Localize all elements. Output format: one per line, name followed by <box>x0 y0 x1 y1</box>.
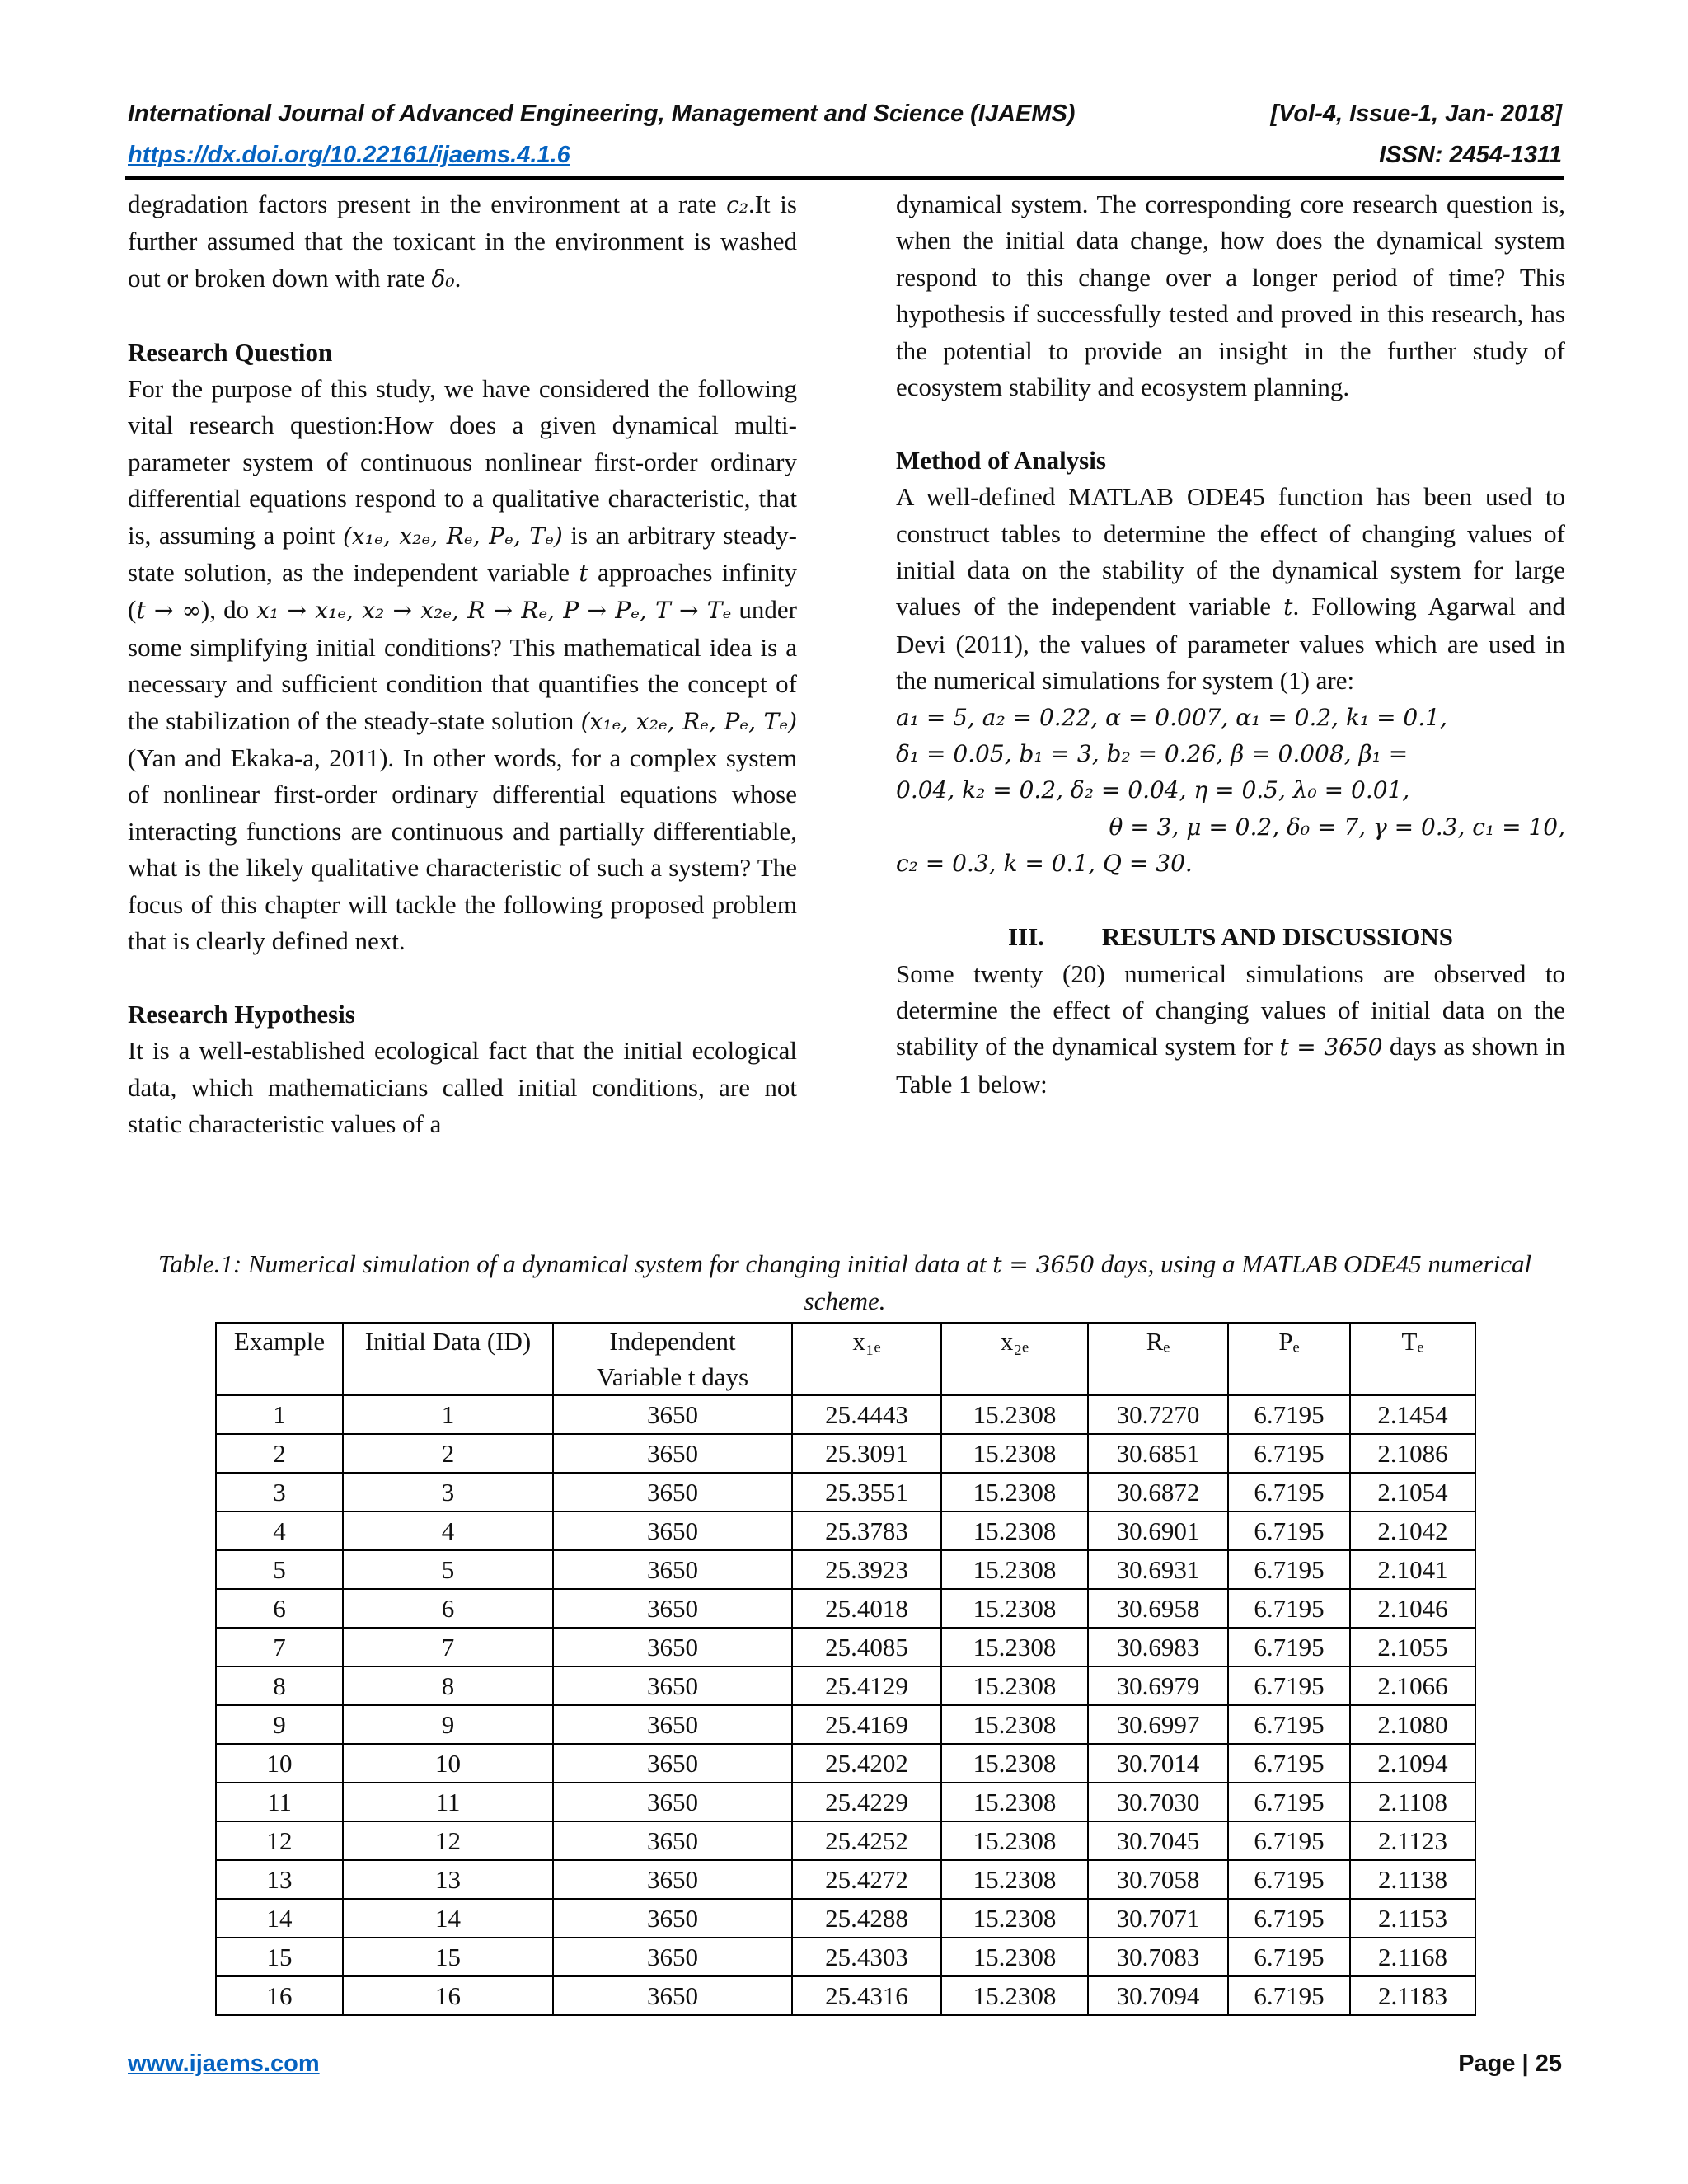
table-cell: 2.1042 <box>1350 1511 1475 1550</box>
table-cell: 15.2308 <box>941 1938 1088 1976</box>
parameter-line-3: 0.04, k₂ = 0.2, δ₂ = 0.04, η = 0.5, λ₀ = 0.01, <box>896 776 1410 804</box>
col-re: Rₑ <box>1088 1323 1228 1395</box>
table-cell: 25.3091 <box>792 1434 941 1473</box>
table-cell: 3650 <box>553 1473 792 1511</box>
table-cell: 8 <box>343 1666 553 1705</box>
table-cell: 2.1138 <box>1350 1860 1475 1899</box>
table-cell: 3 <box>343 1473 553 1511</box>
left-column <box>128 186 797 1143</box>
running-header-row2 <box>128 142 1562 171</box>
table-cell: 2.1454 <box>1350 1395 1475 1434</box>
running-header-row1 <box>128 101 1562 130</box>
table-row <box>216 1589 1475 1628</box>
table-cell: 2.1086 <box>1350 1434 1475 1473</box>
table-cell: 6.7195 <box>1228 1783 1350 1821</box>
table-cell: 4 <box>343 1511 553 1550</box>
table-cell: 4 <box>216 1511 343 1550</box>
table-body <box>216 1395 1475 2015</box>
table-cell: 30.6958 <box>1088 1589 1228 1628</box>
table-cell: 15.2308 <box>941 1395 1088 1434</box>
table-cell: 30.7094 <box>1088 1976 1228 2015</box>
table-cell: 3650 <box>553 1395 792 1434</box>
col-x2e: x₂ₑ <box>941 1323 1088 1395</box>
table-row <box>216 1705 1475 1744</box>
table-cell: 3650 <box>553 1511 792 1550</box>
table-cell: 11 <box>343 1783 553 1821</box>
col-pe: Pₑ <box>1228 1323 1350 1395</box>
math-limits: x₁ → x₁ₑ, x₂ → x₂ₑ, R → Rₑ, P → Pₑ, T → Tₑ <box>256 597 732 625</box>
table-cell: 3650 <box>553 1783 792 1821</box>
table-cell: 3650 <box>553 1860 792 1899</box>
hypothesis-continuation: dynamical system. The corresponding core research question is, when the initial data change, how does the dynamical system respond to this change over a longer period of time? This hypothesis if successfully tested and proved in this research, has the potential to provide an insight in the further study of ecosystem stability and ecosystem planning. <box>896 190 1565 402</box>
table-cell: 13 <box>343 1860 553 1899</box>
table-cell: 2.1066 <box>1350 1666 1475 1705</box>
footer-website[interactable]: www.ijaems.com <box>128 2050 320 2077</box>
table-cell: 15 <box>343 1938 553 1976</box>
table-cell: 15.2308 <box>941 1628 1088 1666</box>
research-question-heading: Research Question <box>128 337 333 367</box>
parameter-line-1: a₁ = 5, a₂ = 0.22, α = 0.007, α₁ = 0.2, k₁ = 0.1, <box>896 703 1447 731</box>
method-heading: Method of Analysis <box>896 445 1106 475</box>
table-cell: 13 <box>216 1860 343 1899</box>
table-row <box>216 1434 1475 1473</box>
table-cell: 30.7030 <box>1088 1783 1228 1821</box>
spacer <box>896 405 1565 442</box>
table-cell: 2.1183 <box>1350 1976 1475 2015</box>
table-cell: 15.2308 <box>941 1666 1088 1705</box>
table-cell: 30.7071 <box>1088 1899 1228 1938</box>
table-cell: 16 <box>343 1976 553 2015</box>
table-row <box>216 1899 1475 1938</box>
table-cell: 6 <box>216 1589 343 1628</box>
col-initial-data: Initial Data (ID) <box>343 1323 553 1395</box>
intro-paragraph: degradation factors present in the environment at a rate c₂.It is further assumed that the toxicant in the environment is washed out or broken down with rate δ₀. <box>128 190 797 293</box>
table-cell: 5 <box>216 1550 343 1589</box>
table-cell: 1 <box>343 1395 553 1434</box>
table-cell: 6.7195 <box>1228 1821 1350 1860</box>
table-cell: 6.7195 <box>1228 1976 1350 2015</box>
table-cell: 15.2308 <box>941 1860 1088 1899</box>
table-cell: 25.4288 <box>792 1899 941 1938</box>
math-delta0: δ₀ <box>431 265 455 293</box>
table-row <box>216 1938 1475 1976</box>
table-cell: 6.7195 <box>1228 1744 1350 1783</box>
table-cell: 8 <box>216 1666 343 1705</box>
table-row <box>216 1628 1475 1666</box>
table-cell: 15.2308 <box>941 1589 1088 1628</box>
spacer <box>128 298 797 334</box>
table-cell: 15.2308 <box>941 1473 1088 1511</box>
table-cell: 30.7014 <box>1088 1744 1228 1783</box>
parameter-line-2: δ₁ = 0.05, b₁ = 3, b₂ = 0.26, β = 0.008, β₁ = <box>896 740 1409 768</box>
math-steady-state-point: (x₁ₑ, x₂ₑ, Rₑ, Pₑ, Tₑ) <box>343 522 563 550</box>
table-row <box>216 1976 1475 2015</box>
table-cell: 2.1168 <box>1350 1938 1475 1976</box>
table-cell: 25.3551 <box>792 1473 941 1511</box>
research-hypothesis-heading: Research Hypothesis <box>128 999 355 1029</box>
table-cell: 3650 <box>553 1550 792 1589</box>
table-cell: 2.1094 <box>1350 1744 1475 1783</box>
table-header-row <box>216 1323 1475 1395</box>
table-cell: 12 <box>343 1821 553 1860</box>
parameter-line-5: c₂ = 0.3, k = 0.1, Q = 30. <box>896 850 1193 878</box>
section-title: RESULTS AND DISCUSSIONS <box>1101 922 1454 952</box>
table-cell: 25.4202 <box>792 1744 941 1783</box>
table-cell: 30.6997 <box>1088 1705 1228 1744</box>
table-cell: 2.1153 <box>1350 1899 1475 1938</box>
table-cell: 30.6901 <box>1088 1511 1228 1550</box>
table-row <box>216 1395 1475 1434</box>
table-row <box>216 1666 1475 1705</box>
table-cell: 30.7270 <box>1088 1395 1228 1434</box>
table-cell: 2.1108 <box>1350 1783 1475 1821</box>
math-steady-state-point-2: (x₁ₑ, x₂ₑ, Rₑ, Pₑ, Tₑ) <box>580 707 797 735</box>
table-row <box>216 1550 1475 1589</box>
table-cell: 10 <box>216 1744 343 1783</box>
table-caption: Table.1: Numerical simulation of a dynamical system for changing initial data at t = 3650 days, using a MATLAB ODE45 numerical scheme. <box>157 1249 1532 1315</box>
table-cell: 6.7195 <box>1228 1666 1350 1705</box>
table-cell: 6.7195 <box>1228 1395 1350 1434</box>
col-example: Example <box>216 1323 343 1395</box>
table-cell: 7 <box>343 1628 553 1666</box>
table-cell: 15.2308 <box>941 1821 1088 1860</box>
table-cell: 12 <box>216 1821 343 1860</box>
math-c2: c₂ <box>726 191 748 218</box>
math-caption-t: t = 3650 <box>992 1251 1095 1278</box>
table-cell: 6.7195 <box>1228 1550 1350 1589</box>
table-cell: 7 <box>216 1628 343 1666</box>
parameter-line-4: θ = 3, μ = 0.2, δ₀ = 7, γ = 0.3, c₁ = 10, <box>1109 813 1565 841</box>
table-cell: 3650 <box>553 1899 792 1938</box>
math-t3650: t = 3650 <box>1279 1033 1383 1062</box>
table-cell: 14 <box>216 1899 343 1938</box>
table-cell: 30.7058 <box>1088 1860 1228 1899</box>
table-cell: 6.7195 <box>1228 1589 1350 1628</box>
simulation-table <box>215 1322 1476 2016</box>
table-cell: 6.7195 <box>1228 1628 1350 1666</box>
table-cell: 15.2308 <box>941 1705 1088 1744</box>
method-paragraph: A well-defined MATLAB ODE45 function has been used to construct tables to determine the effect of changing values of initial data on the stability of the dynamical system for large values of the independent variable t. Following Agarwal and Devi (2011), the values of parameter values which are used in the numerical simulations for system (1) are: <box>896 482 1565 696</box>
table-cell: 2.1054 <box>1350 1473 1475 1511</box>
table-cell: 15.2308 <box>941 1434 1088 1473</box>
table-cell: 25.4316 <box>792 1976 941 2015</box>
table-cell: 2.1055 <box>1350 1628 1475 1666</box>
col-x1e: x₁ₑ <box>792 1323 941 1395</box>
table-cell: 30.6979 <box>1088 1666 1228 1705</box>
table-cell: 25.4229 <box>792 1783 941 1821</box>
table-cell: 3650 <box>553 1976 792 2015</box>
table-cell: 6.7195 <box>1228 1511 1350 1550</box>
table-cell: 6.7195 <box>1228 1899 1350 1938</box>
table-cell: 15 <box>216 1938 343 1976</box>
research-hypothesis-paragraph: It is a well-established ecological fact that the initial ecological data, which mathematicians called initial conditions, are not static characteristic values of a <box>128 1036 797 1139</box>
table-cell: 15.2308 <box>941 1899 1088 1938</box>
math-t-infinity: t → ∞ <box>136 597 201 625</box>
spacer <box>128 960 797 996</box>
table-cell: 3650 <box>553 1744 792 1783</box>
table-cell: 6.7195 <box>1228 1705 1350 1744</box>
table-row <box>216 1783 1475 1821</box>
table-cell: 25.4129 <box>792 1666 941 1705</box>
table-cell: 25.3923 <box>792 1550 941 1589</box>
table-cell: 5 <box>343 1550 553 1589</box>
table-cell: 2.1080 <box>1350 1705 1475 1744</box>
table-cell: 6.7195 <box>1228 1860 1350 1899</box>
table-cell: 9 <box>343 1705 553 1744</box>
table-cell: 15.2308 <box>941 1511 1088 1550</box>
doi-link[interactable]: https://dx.doi.org/10.22161/ijaems.4.1.6 <box>128 142 570 168</box>
table-cell: 2 <box>216 1434 343 1473</box>
table-cell: 15.2308 <box>941 1744 1088 1783</box>
section-number: III. <box>1007 922 1044 952</box>
table-cell: 16 <box>216 1976 343 2015</box>
table-row <box>216 1860 1475 1899</box>
table-cell: 6.7195 <box>1228 1434 1350 1473</box>
math-t-method: t <box>1283 593 1293 621</box>
journal-title: International Journal of Advanced Engineering, Management and Science (IJAEMS) <box>128 101 1076 127</box>
table-cell: 30.7083 <box>1088 1938 1228 1976</box>
col-independent-variable: Independent Variable t days <box>553 1323 792 1395</box>
table-cell: 25.4443 <box>792 1395 941 1434</box>
table-cell: 11 <box>216 1783 343 1821</box>
table-cell: 1 <box>216 1395 343 1434</box>
table-cell: 25.4169 <box>792 1705 941 1744</box>
results-paragraph: Some twenty (20) numerical simulations are observed to determine the effect of changing values of initial data on the stability of the dynamical system for t = 3650 days as shown in Table 1 below: <box>896 958 1565 1099</box>
table-cell: 30.6851 <box>1088 1434 1228 1473</box>
table-cell: 30.6983 <box>1088 1628 1228 1666</box>
table-cell: 14 <box>343 1899 553 1938</box>
table-cell: 3 <box>216 1473 343 1511</box>
table-cell: 15.2308 <box>941 1976 1088 2015</box>
table-cell: 3650 <box>553 1705 792 1744</box>
table-cell: 15.2308 <box>941 1783 1088 1821</box>
table-row <box>216 1473 1475 1511</box>
table-cell: 25.4303 <box>792 1938 941 1976</box>
table-cell: 30.7045 <box>1088 1821 1228 1860</box>
table-cell: 6.7195 <box>1228 1473 1350 1511</box>
table-cell: 3650 <box>553 1938 792 1976</box>
table-cell: 25.4085 <box>792 1628 941 1666</box>
right-column <box>896 186 1565 1103</box>
table-cell: 2.1046 <box>1350 1589 1475 1628</box>
table-row <box>216 1511 1475 1550</box>
table-row <box>216 1744 1475 1783</box>
table-cell: 25.4272 <box>792 1860 941 1899</box>
footer-page-number: Page | 25 <box>1458 2050 1562 2077</box>
section-heading <box>896 919 1565 955</box>
table-cell: 25.4252 <box>792 1821 941 1860</box>
table-cell: 3650 <box>553 1589 792 1628</box>
col-te: Tₑ <box>1350 1323 1475 1395</box>
table-cell: 10 <box>343 1744 553 1783</box>
table-cell: 2.1123 <box>1350 1821 1475 1860</box>
table-cell: 3650 <box>553 1628 792 1666</box>
table-row <box>216 1821 1475 1860</box>
table-cell: 2.1041 <box>1350 1550 1475 1589</box>
issn: ISSN: 2454-1311 <box>1379 142 1562 168</box>
header-rule <box>125 176 1564 180</box>
table-cell: 3650 <box>553 1821 792 1860</box>
volume-issue: [Vol-4, Issue-1, Jan- 2018] <box>1270 101 1562 127</box>
math-t: t <box>579 560 588 588</box>
table-cell: 25.4018 <box>792 1589 941 1628</box>
table-cell: 30.6931 <box>1088 1550 1228 1589</box>
table-cell: 6 <box>343 1589 553 1628</box>
table-cell: 2 <box>343 1434 553 1473</box>
table-cell: 25.3783 <box>792 1511 941 1550</box>
table-cell: 15.2308 <box>941 1550 1088 1589</box>
research-question-paragraph: For the purpose of this study, we have considered the following vital research question:How does a given dynamical multi-parameter system of continuous nonlinear first-order ordinary differential equations respond to a qualitative characteristic, that is, assuming a point (x₁ₑ, x₂ₑ, Rₑ, Pₑ, Tₑ) is an arbitrary steady-state solution, as the independent variable t approaches infinity (t → ∞), do x₁ → x₁ₑ, x₂ → x₂ₑ, R → Rₑ, P → Pₑ, T → Tₑ under some simplifying initial conditions? This mathematical idea is a necessary and sufficient condition that quantifies the concept of the stabilization of the steady-state solution (x₁ₑ, x₂ₑ, Rₑ, Pₑ, Tₑ) (Yan and Ekaka-a, 2011). In other words, for a complex system of nonlinear first-order ordinary differential equations whose interacting functions are continuous and partially differentiable, what is the likely qualitative characteristic of such a system? The focus of this chapter will tackle the following proposed problem that is clearly defined next. <box>128 374 798 956</box>
table-cell: 3650 <box>553 1434 792 1473</box>
table-cell: 30.6872 <box>1088 1473 1228 1511</box>
table-cell: 3650 <box>553 1666 792 1705</box>
table-cell: 6.7195 <box>1228 1938 1350 1976</box>
spacer <box>896 883 1565 919</box>
table-cell: 9 <box>216 1705 343 1744</box>
